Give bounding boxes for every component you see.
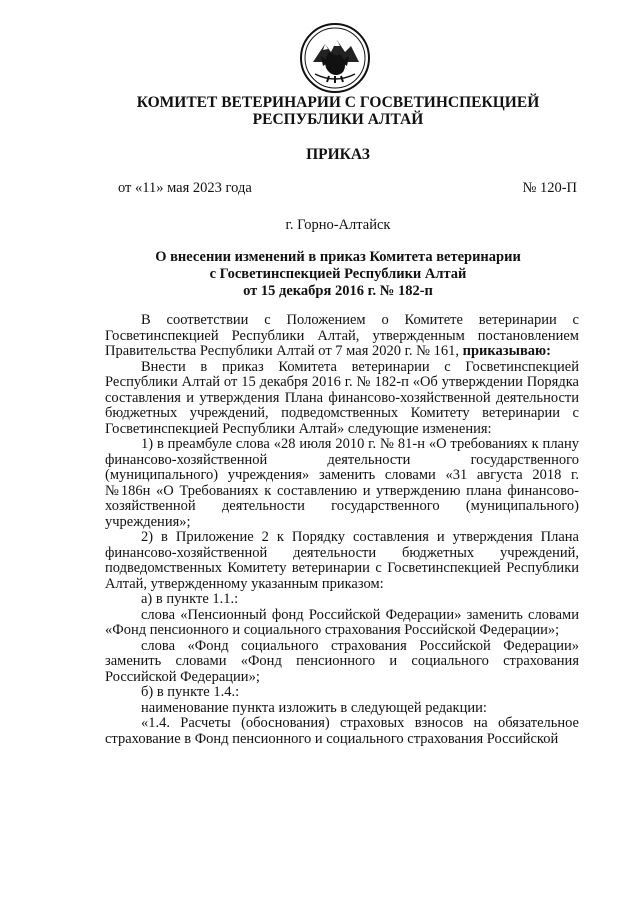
- paragraph-main: Внести в приказ Комитета ветеринарии с Госветинспекцией Республики Алтай от 15 декабря 2016 г. № 182-п «Об утверждении Порядка составления и утверждения Плана финансово-хозяйственной деятельности бюджетных учреждений, подведомственных Комитету ветеринарии с Госветинспекцией Республики Алтай» следующие изменения:: [105, 358, 579, 437]
- paragraph-subitem-b: б) в пункте 1.4.:: [141, 684, 240, 700]
- preamble-order-word: приказываю:: [462, 343, 551, 359]
- paragraph-new-text: «1.4. Расчеты (обоснования) страховых взносов на обязательное страхование в Фонд пенсионного и социального страхования Российской: [105, 715, 579, 747]
- subject-line2: с Госветинспекцией Республики Алтай: [209, 266, 467, 282]
- paragraph-replace-1: слова «Пенсионный фонд Российской Федерации» заменить словами «Фонд пенсионного и социального страхования Российской Федерации»;: [105, 606, 579, 638]
- order-date: от «11» мая 2023 года: [118, 180, 252, 196]
- organization-name-line1: КОМИТЕТ ВЕТЕРИНАРИИ С ГОСВЕТИНСПЕКЦИЕЙ: [136, 94, 540, 111]
- preamble-text: В соответствии с Положением о Комитете ветеринарии с Госветинспекцией Республики Алтай, утвержденным постановлением Правительства Республики Алтай от 7 мая 2020 г. № 161,: [105, 312, 579, 359]
- order-subject: [60, 249, 616, 300]
- subject-line1: О внесении изменений в приказ Комитета ветеринарии: [155, 249, 521, 265]
- document-title: ПРИКАЗ: [306, 146, 370, 163]
- order-number: № 120-П: [522, 180, 577, 196]
- paragraph-replace-2: слова «Фонд социального страхования Российской Федерации» заменить словами «Фонд пенсионного и социального страхования Российской Федерации»;: [105, 637, 579, 685]
- paragraph-item-1: 1) в преамбуле слова «28 июля 2010 г. № 81-н «О требованиях к плану финансово-хозяйственной деятельности государственного (муниципального) учреждения» заменить словами «31 августа 2018 г. №186н «О Требованиях к составлению и утверждению плана финансово-хозяйственной деятельности государственного (муниципального) учреждения»;: [105, 436, 579, 530]
- paragraph-preamble: [105, 313, 579, 360]
- organization-name: [60, 94, 616, 128]
- city: г. Горно-Алтайск: [285, 217, 391, 233]
- organization-name-line2: РЕСПУБЛИКИ АЛТАЙ: [252, 111, 424, 128]
- paragraph-subitem-a: а) в пункте 1.1.:: [141, 591, 239, 607]
- paragraph-heading-change: наименование пункта изложить в следующей редакции:: [141, 699, 487, 716]
- paragraph-item-2: 2) в Приложение 2 к Порядку составления и утверждения Плана финансово-хозяйственной деятельности бюджетных учреждений, подведомственных Комитету ветеринарии с Госветинспекцией Республики Алтай, утвержденному указанным приказом:: [105, 529, 579, 592]
- subject-line3: от 15 декабря 2016 г. № 182-п: [243, 283, 433, 299]
- document-body: [105, 313, 579, 747]
- coat-of-arms-emblem: [299, 22, 371, 94]
